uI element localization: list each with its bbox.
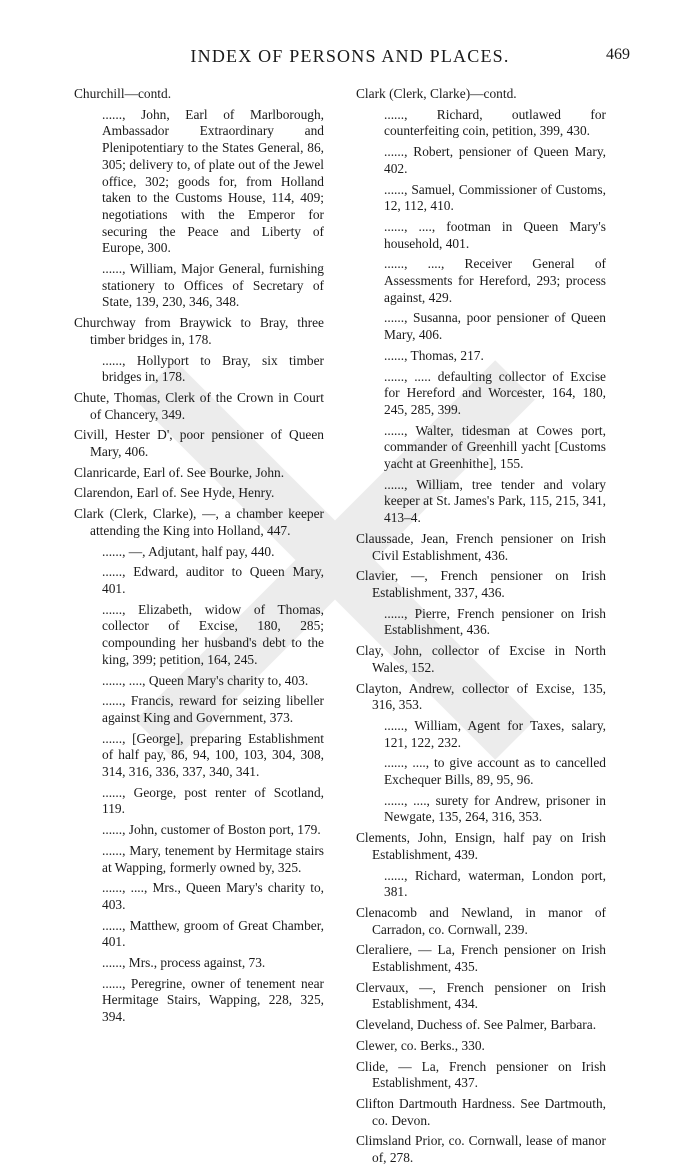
- index-entry: Clay, John, collector of Excise in North Wales, 152.: [356, 643, 606, 675]
- index-entry: ......, ...., Queen Mary's charity to, 403.: [102, 672, 309, 688]
- index-entry: ......, —, Adjutant, half pay, 440.: [102, 543, 275, 559]
- index-entry: Churchway from Braywick to Bray, three timber bridges in, 178.: [74, 315, 324, 347]
- index-entry: Civill, Hester D', poor pensioner of Queen Mary, 406.: [74, 427, 324, 460]
- index-entry: ......, Susanna, poor pensioner of Queen Mary, 406.: [384, 310, 606, 343]
- index-entry: ......, Francis, reward for seizing libeller against King and Government, 373.: [102, 693, 324, 725]
- index-entry: ......, John, Earl of Marlborough, Ambassador Extraordinary and Plenipotentiary to the States General, 86, 305; delivery to, of plate out of the Jewel office, 302; goods for, from Holland taken to the Customs House, 114, 409; negotiations with the Emperor for securing the Peace and Liberty of Europe, 300.: [102, 106, 324, 256]
- page-title: INDEX OF PERSONS AND PLACES.: [190, 46, 510, 66]
- index-entry: ......, ...., Mrs., Queen Mary's charity to, 403.: [102, 880, 324, 912]
- index-entry: ......, John, customer of Boston port, 179.: [102, 822, 321, 838]
- index-entry: ......, Richard, outlawed for counterfeiting coin, petition, 399, 430.: [384, 106, 606, 139]
- index-entry: ......, ...., surety for Andrew, prisoner in Newgate, 135, 264, 316, 353.: [384, 792, 606, 825]
- index-entry: Clide, — La, French pensioner on Irish Establishment, 437.: [356, 1058, 606, 1091]
- index-entry: ......, Matthew, groom of Great Chamber, 401.: [102, 917, 324, 950]
- index-entry: Clanricarde, Earl of. See Bourke, John.: [74, 464, 285, 480]
- index-entry: ......, Edward, auditor to Queen Mary, 401.: [102, 564, 324, 596]
- index-entry: ......, ...., footman in Queen Mary's household, 401.: [384, 218, 606, 251]
- index-entry: ......, Peregrine, owner of tenement near Hermitage Stairs, Wapping, 228, 325, 394.: [102, 975, 324, 1025]
- index-entry: ......, Thomas, 217.: [384, 347, 484, 363]
- index-entry: ......, Samuel, Commissioner of Customs, 12, 112, 410.: [384, 181, 606, 214]
- index-entry: ......, ...., to give account as to cancelled Exchequer Bills, 89, 95, 96.: [384, 755, 606, 788]
- index-entry: ......, Hollyport to Bray, six timber bridges in, 178.: [102, 352, 324, 385]
- index-entry: ......, Pierre, French pensioner on Irish Establishment, 436.: [384, 605, 606, 638]
- index-entry: ......, William, Agent for Taxes, salary, 121, 122, 232.: [384, 717, 606, 750]
- index-entry: Clewer, co. Berks., 330.: [356, 1037, 485, 1053]
- index-entry: ......, Walter, tidesman at Cowes port, commander of Greenhill yacht [Customs yacht at Greenhithe], 155.: [384, 422, 606, 472]
- index-entry: Churchill—contd.: [74, 86, 172, 101]
- index-entry: ......, Elizabeth, widow of Thomas, collector of Excise, 180, 285; compounding her husband's debt to the king, 399; petition, 164, 245.: [102, 601, 324, 667]
- index-entry: Clenacomb and Newland, in manor of Carradon, co. Cornwall, 239.: [356, 904, 606, 937]
- index-entry: ......, Richard, waterman, London port, 381.: [384, 867, 606, 900]
- index-entry: Claussade, Jean, French pensioner on Irish Civil Establishment, 436.: [356, 530, 606, 563]
- index-entry: ......, George, post renter of Scotland, 119.: [102, 784, 324, 817]
- index-column-right: [356, 86, 606, 1171]
- index-entry: Clifton Dartmouth Hardness. See Dartmouth, co. Devon.: [356, 1095, 606, 1128]
- index-entry: Clayton, Andrew, collector of Excise, 135, 316, 353.: [356, 680, 606, 713]
- index-entry: Clements, John, Ensign, half pay on Irish Establishment, 439.: [356, 830, 606, 862]
- index-entry: ......, ..... defaulting collector of Excise for Hereford and Worcester, 164, 180, 245, 285, 399.: [384, 368, 606, 417]
- index-entry: ......, ...., Receiver General of Assessments for Hereford, 293; process against, 429.: [384, 256, 606, 305]
- index-entry: ......, Mary, tenement by Hermitage stairs at Wapping, formerly owned by, 325.: [102, 842, 324, 875]
- index-entry: ......, William, tree tender and volary keeper at St. James's Park, 115, 215, 341, 413–4.: [384, 476, 606, 526]
- index-entry: Clark (Clerk, Clarke), —, a chamber keeper attending the King into Holland, 447.: [74, 506, 324, 538]
- index-column-left: [74, 86, 324, 1030]
- index-entry: ......, William, Major General, furnishing stationery to Offices of Secretary of State, 139, 230, 346, 348.: [102, 261, 324, 310]
- index-entry: Clark (Clerk, Clarke)—contd.: [356, 86, 517, 101]
- index-entry: Cleveland, Duchess of. See Palmer, Barbara.: [356, 1017, 597, 1033]
- index-entry: ......, Mrs., process against, 73.: [102, 955, 266, 971]
- page-header: [70, 46, 630, 68]
- index-entry: ......, [George], preparing Establishment of half pay, 86, 94, 100, 103, 304, 308, 314, 316, 336, 337, 340, 341.: [102, 730, 324, 780]
- index-entry: ......, Robert, pensioner of Queen Mary, 402.: [384, 144, 606, 176]
- index-entry: Clarendon, Earl of. See Hyde, Henry.: [74, 485, 275, 501]
- page-number: 469: [606, 46, 630, 63]
- index-entry: Climsland Prior, co. Cornwall, lease of manor of, 278.: [356, 1133, 606, 1166]
- index-entry: Cleraliere, — La, French pensioner on Irish Establishment, 435.: [356, 942, 606, 975]
- index-entry: Chute, Thomas, Clerk of the Crown in Court of Chancery, 349.: [74, 389, 324, 422]
- index-entry: Clervaux, —, French pensioner on Irish Establishment, 434.: [356, 979, 606, 1012]
- index-entry: Clavier, —, French pensioner on Irish Establishment, 337, 436.: [356, 568, 606, 600]
